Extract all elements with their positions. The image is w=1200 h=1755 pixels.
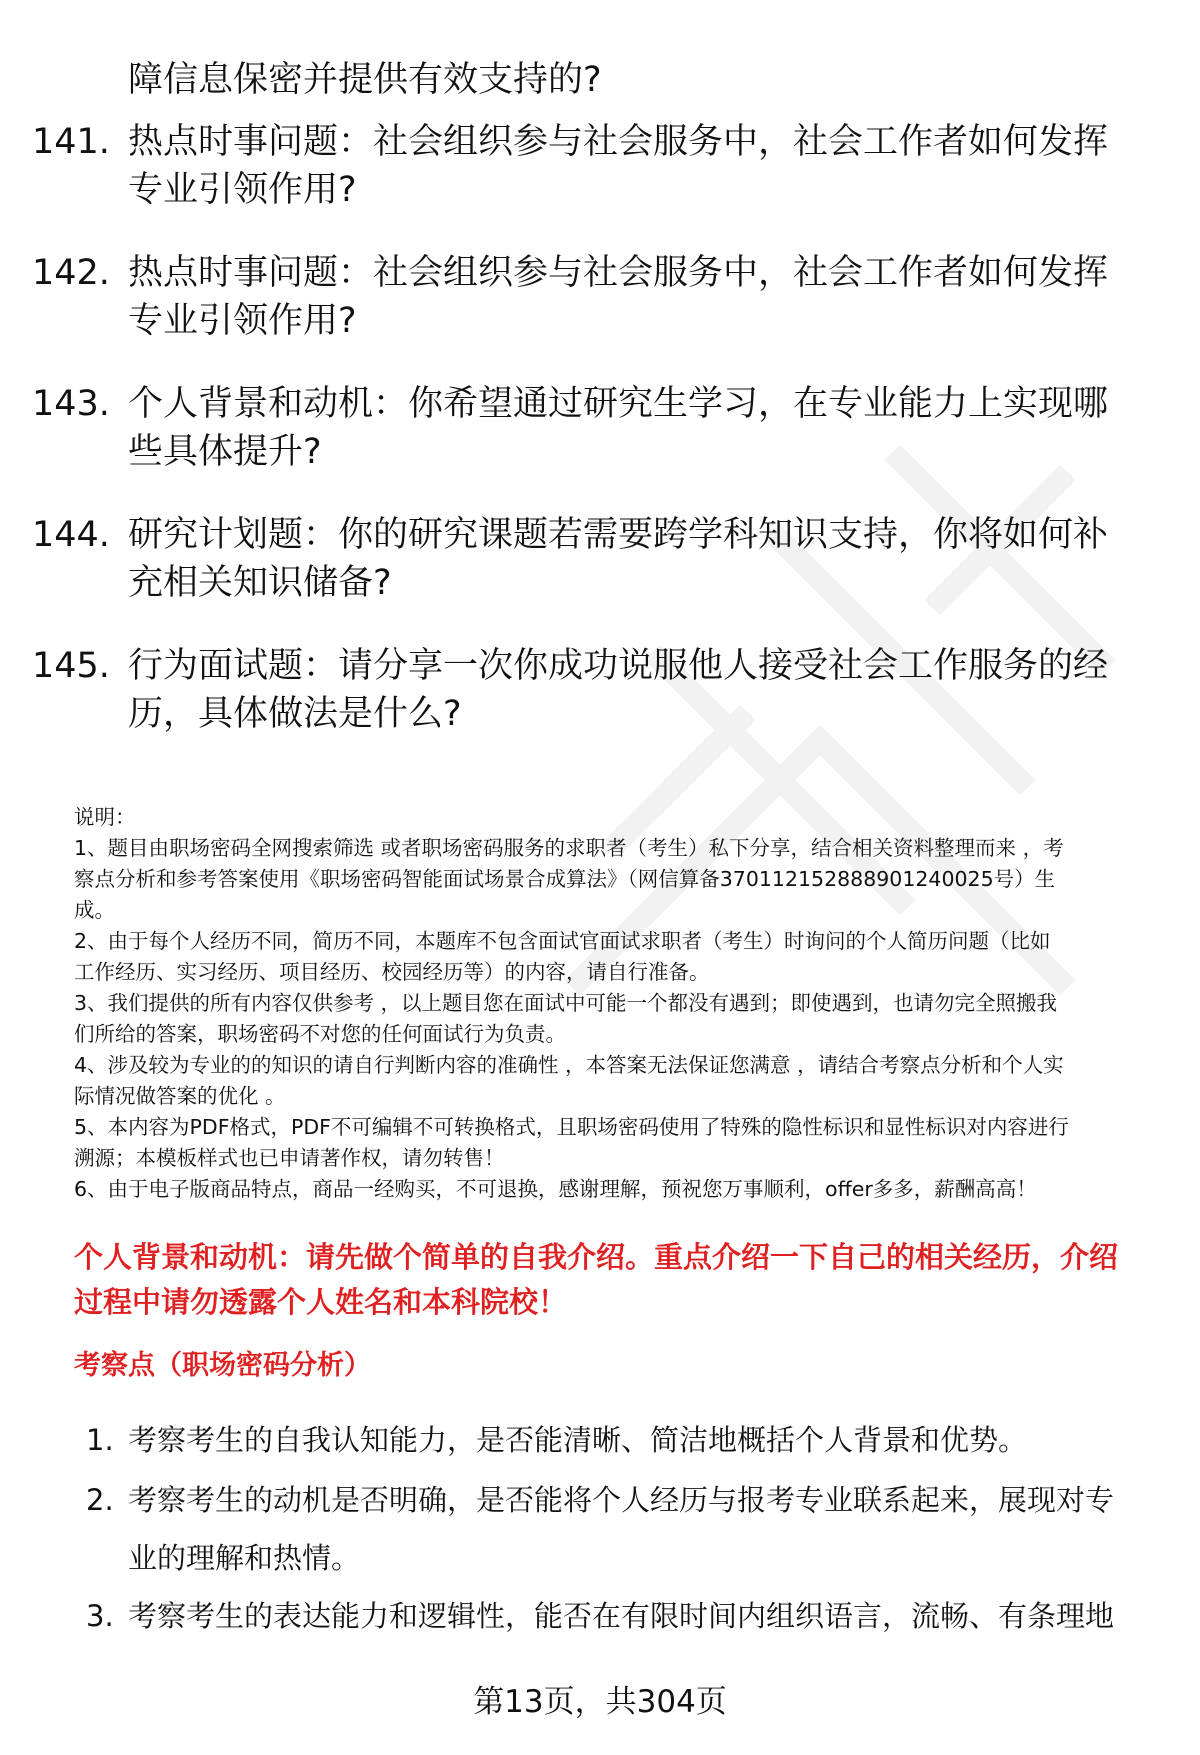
question-number: 144. [32,515,110,555]
question-text-cont: 些具体提升? [128,432,322,472]
note-line: 3、我们提供的所有内容仅供参考 ，以上题目您在面试中可能一个都没有遇到；即使遇到，也请勿完全照搬我 [74,991,1058,1015]
note-line: 察点分析和参考答案使用《职场密码智能面试场景合成算法》（网信算备370112152888901240025号）生 [74,867,1056,891]
note-line: 2、由于每个人经历不同，简历不同，本题库不包含面试官面试求职者（考生）时询问的个人简历问题（比如 [74,929,1051,953]
question-text-cont: 充相关知识储备? [128,563,392,603]
point-text: 考察考生的表达能力和逻辑性，能否在有限时间内组织语言，流畅、有条理地 [128,1599,1115,1633]
question-number: 141. [32,122,110,162]
question-text: 热点时事问题：社会组织参与社会服务中，社会工作者如何发挥 [128,253,1109,293]
question-number: 145. [32,646,110,686]
question-list [0,118,1200,773]
note-line: 工作经历、实习经历、项目经历、校园经历等）的内容，请自行准备。 [74,960,710,984]
question-text: 个人背景和动机：你希望通过研究生学习，在专业能力上实现哪 [128,384,1109,424]
notes-section [74,802,1164,1205]
question-item [0,511,1200,642]
page-footer: 第13页，共304页 [473,1684,727,1720]
question-text-cont: 历，具体做法是什么? [128,694,462,734]
featured-question-line: 过程中请勿透露个人姓名和本科院校！ [74,1285,568,1319]
point-text: 考察考生的动机是否明确，是否能将个人经历与报考专业联系起来，展现对专 [128,1483,1115,1517]
question-item [0,118,1200,249]
point-text: 考察考生的自我认知能力，是否能清晰、简洁地概括个人背景和优势。 [128,1423,1028,1457]
note-line: 们所给的答案，职场密码不对您的任何面试行为负责。 [74,1022,566,1046]
question-text-cont: 专业引领作用? [128,301,357,341]
note-line: 溯源；本模板样式也已申请著作权，请勿转售！ [74,1146,505,1170]
point-number: 1. [86,1423,114,1457]
question-text: 热点时事问题：社会组织参与社会服务中，社会工作者如何发挥 [128,122,1109,162]
question-text: 研究计划题：你的研究课题若需要跨学科知识支持，你将如何补 [128,515,1109,555]
note-line: 6、由于电子版商品特点，商品一经购买，不可退换，感谢理解，预祝您万事顺利，offer多多，薪酬高高！ [74,1177,1037,1201]
question-text-cont: 专业引领作用? [128,170,357,210]
question-item [0,642,1200,773]
notes-heading: 说明： [74,805,136,829]
previous-question-tail: 障信息保密并提供有效支持的? [128,60,602,100]
point-number: 2. [86,1483,114,1517]
note-line: 成。 [74,898,115,922]
note-line: 4、涉及较为专业的的知识的请自行判断内容的准确性 ，本答案无法保证您满意 ，请结合考察点分析和个人实 [74,1053,1064,1077]
point-number: 3. [86,1599,114,1633]
featured-question [74,1235,1164,1325]
exam-points-heading: 考察点（职场密码分析） [74,1350,371,1381]
note-line: 1、题目由职场密码全网搜索筛选 或者职场密码服务的求职者（考生）私下分享，结合相关资料整理而来 ，考 [74,836,1064,860]
note-line: 5、本内容为PDF格式，PDF不可编辑不可转换格式，且职场密码使用了特殊的隐性标识和显性标识对内容进行 [74,1115,1069,1139]
question-text: 行为面试题：请分享一次你成功说服他人接受社会工作服务的经 [128,646,1109,686]
question-item [0,249,1200,380]
point-text-cont: 业的理解和热情。 [128,1541,361,1575]
question-item [0,380,1200,511]
featured-question-line: 个人背景和动机：请先做个简单的自我介绍。重点介绍一下自己的相关经历，介绍 [74,1240,1119,1274]
question-number: 142. [32,253,110,293]
note-line: 际情况做答案的优化 。 [74,1084,286,1108]
question-number: 143. [32,384,110,424]
